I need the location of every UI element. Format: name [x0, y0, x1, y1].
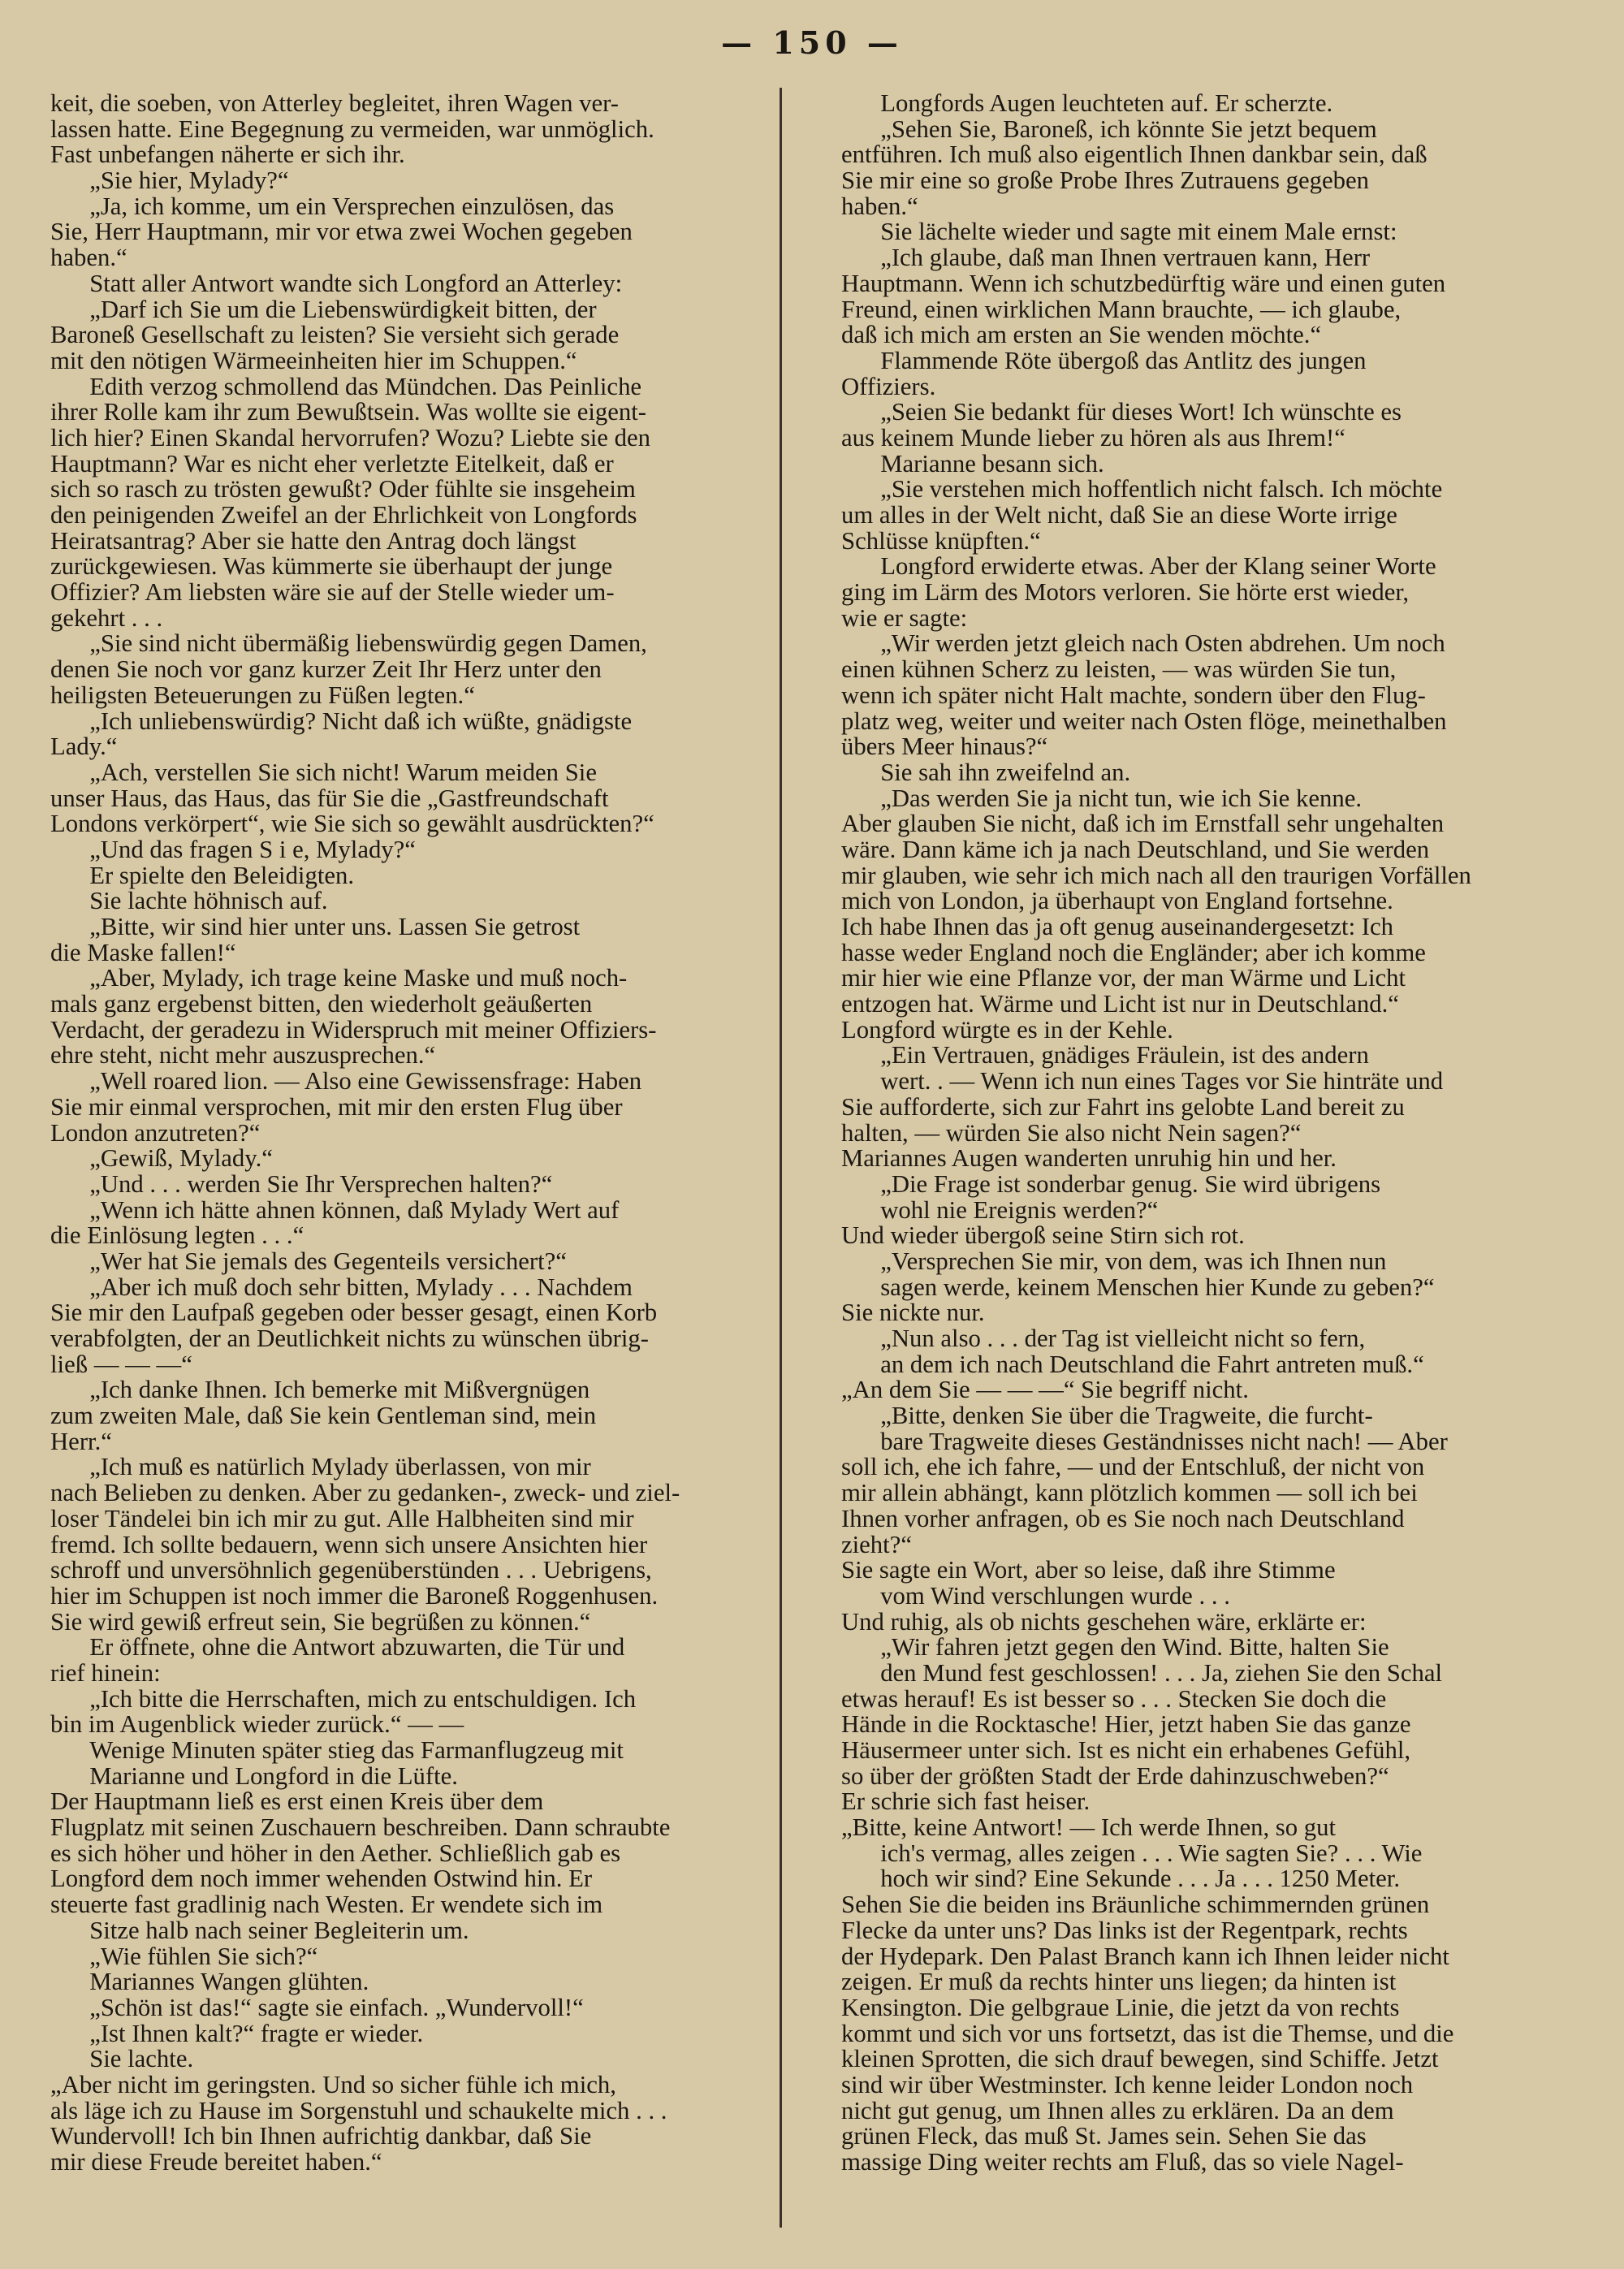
text-line: Und ruhig, als ob nichts geschehen wäre, erklärte er:: [841, 1607, 1367, 1636]
text-line: halten, — würden Sie also nicht Nein sagen?“: [841, 1118, 1302, 1147]
text-line: Sie mir den Laufpaß gegeben oder besser gesagt, einen Korb: [50, 1299, 658, 1327]
text-line: etwas herauf! Es ist besser so . . . Stecken Sie doch die: [841, 1684, 1387, 1713]
text-line: aus keinem Munde lieber zu hören als aus Ihrem!“: [841, 423, 1345, 452]
text-line: verabfolgten, der an Deutlichkeit nichts zu wünschen übrig-: [50, 1325, 649, 1352]
text-line: Er öffnete, ohne die Antwort abzuwarten, die Tür und: [89, 1633, 625, 1662]
text-line: mir hier wie eine Pflanze vor, der man Wärme und Licht: [841, 964, 1406, 992]
text-line: „Bitte, wir sind hier unter uns. Lassen Sie getrost: [89, 913, 581, 940]
text-line: kommt und sich vor uns fortsetzt, das ist die Themse, und die: [841, 2019, 1454, 2047]
text-line: nach Belieben zu denken. Aber zu gedanken-, zweck- und ziel-: [50, 1479, 680, 1507]
text-line: Flammende Röte übergoß das Antlitz des jungen: [880, 346, 1367, 374]
text-line: loser Tändelei bin ich mir zu gut. Alle Halbheiten sind mir: [50, 1504, 634, 1532]
text-line: Wenige Minuten später stieg das Farmanflugzeug mit: [89, 1736, 624, 1764]
text-line: unser Haus, das Haus, das für Sie die „Gastfreundschaft: [50, 784, 609, 812]
text-line: „Nun also . . . der Tag ist vielleicht nicht so fern,: [880, 1325, 1366, 1352]
text-line: Longfords Augen leuchteten auf. Er scherzte.: [880, 89, 1333, 117]
text-line: übers Meer hinaus?“: [841, 733, 1048, 761]
text-line: ihrer Rolle kam ihr zum Bewußtsein. Was wollte sie eigent-: [50, 398, 646, 426]
text-line: Hände in die Rocktasche! Hier, jetzt haben Sie das ganze: [841, 1710, 1411, 1739]
text-line: Verdacht, der geradezu in Widerspruch mit meiner Offiziers-: [50, 1015, 657, 1044]
text-line: Sie, Herr Hauptmann, mir vor etwa zwei Wochen gegeben: [50, 218, 633, 246]
text-line: Flecke da unter uns? Das links ist der Regentpark, rechts: [841, 1916, 1408, 1944]
text-line: bin im Augenblick wieder zurück.“ — —: [50, 1710, 464, 1739]
left-column: [50, 91, 767, 2176]
text-line: „Gewiß, Mylady.“: [89, 1144, 273, 1173]
text-line: Londons verkörpert“, wie Sie sich so gewählt ausdrückten?“: [50, 810, 654, 838]
text-line: „Die Frage ist sonderbar genug. Sie wird übrigens: [880, 1169, 1381, 1198]
text-line: Sie sah ihn zweifelnd an.: [880, 758, 1131, 786]
text-line: die Maske fallen!“: [50, 938, 236, 966]
text-line: steuerte fast gradlinig nach Westen. Er wendete sich im: [50, 1891, 603, 1919]
text-line: mit den nötigen Wärmeeinheiten hier im Schuppen.“: [50, 346, 577, 374]
text-line: Schlüsse knüpften.“: [841, 526, 1041, 555]
right-column: [841, 91, 1557, 2176]
text-line: kleinen Sprotten, die sich drauf bewegen, sind Schiffe. Jetzt: [841, 2045, 1439, 2073]
text-line: entzogen hat. Wärme und Licht ist nur in Deutschland.“: [841, 990, 1399, 1018]
text-line: es sich höher und höher in den Aether. Schließlich gab es: [50, 1839, 621, 1867]
text-line: Sie mir eine so große Probe Ihres Zutrauens gegeben: [841, 166, 1369, 195]
text-line: „Das werden Sie ja nicht tun, wie ich Sie kenne.: [880, 784, 1363, 812]
text-line: Statt aller Antwort wandte sich Longford an Atterley:: [89, 269, 623, 297]
text-line: die Einlösung legten . . .“: [50, 1221, 304, 1250]
text-line: Ihnen vorher anfragen, ob es Sie noch nach Deutschland: [841, 1504, 1405, 1532]
text-line: lassen hatte. Eine Begegnung zu vermeiden, war unmöglich.: [50, 115, 654, 143]
text-line: ich's vermag, alles zeigen . . . Wie sagten Sie? . . . Wie: [880, 1839, 1423, 1867]
text-line: sich so rasch zu trösten gewußt? Oder fühlte sie insgeheim: [50, 475, 636, 504]
text-line: „Sie sind nicht übermäßig liebenswürdig gegen Damen,: [89, 629, 647, 658]
text-line: „Seien Sie bedankt für dieses Wort! Ich wünschte es: [880, 398, 1402, 426]
text-line: entführen. Ich muß also eigentlich Ihnen dankbar sein, daß: [841, 140, 1427, 169]
text-line: „Ich unliebenswürdig? Nicht daß ich wüßte, gnädigste: [89, 707, 633, 735]
text-line: fremd. Ich sollte bedauern, wenn sich unsere Ansichten hier: [50, 1530, 648, 1558]
text-line: bare Tragweite dieses Geständnisses nicht nach! — Aber: [880, 1427, 1448, 1455]
text-line: Der Hauptmann ließ es erst einen Kreis über dem: [50, 1787, 544, 1816]
text-line: „Wer hat Sie jemals des Gegenteils versichert?“: [89, 1247, 567, 1275]
text-line: sind wir über Westminster. Ich kenne leider London noch: [841, 2070, 1414, 2098]
text-line: Flugplatz mit seinen Zuschauern beschreiben. Dann schraubte: [50, 1813, 671, 1842]
text-line: Und wieder übergoß seine Stirn sich rot.: [841, 1221, 1245, 1250]
text-line: Sie aufforderte, sich zur Fahrt ins gelobte Land bereit zu: [841, 1092, 1405, 1121]
text-line: Sie lachte.: [89, 2045, 194, 2073]
text-line: Sehen Sie die beiden ins Bräunliche schimmernden grünen: [841, 1891, 1430, 1919]
text-line: „Wir werden jetzt gleich nach Osten abdrehen. Um noch: [880, 629, 1445, 658]
text-line: Sie lächelte wieder und sagte mit einem Male ernst:: [880, 218, 1397, 246]
text-line: zurückgewiesen. Was kümmerte sie überhaupt der junge: [50, 552, 613, 581]
text-line: „Aber ich muß doch sehr bitten, Mylady . . . Nachdem: [89, 1273, 633, 1301]
text-line: „Bitte, keine Antwort! — Ich werde Ihnen, so gut: [841, 1813, 1337, 1842]
text-line: als läge ich zu Hause im Sorgenstuhl und schaukelte mich . . .: [50, 2096, 667, 2124]
text-line: ließ — — —“: [50, 1350, 192, 1378]
text-line: Longford dem noch immer wehenden Ostwind hin. Er: [50, 1865, 593, 1893]
text-line: Ich habe Ihnen das ja oft genug auseinandergesetzt: Ich: [841, 913, 1394, 940]
text-line: „An dem Sie — — —“ Sie begriff nicht.: [841, 1376, 1249, 1404]
text-line: grünen Fleck, das muß St. James sein. Sehen Sie das: [841, 2122, 1367, 2150]
text-line: Aber glauben Sie nicht, daß ich im Ernstfall sehr ungehalten: [841, 810, 1445, 838]
text-line: schroff und unversöhnlich gegenüberstünden . . . Uebrigens,: [50, 1556, 652, 1584]
text-line: London anzutreten?“: [50, 1118, 261, 1147]
text-line: wohl nie Ereignis werden?“: [880, 1195, 1159, 1224]
text-line: keit, die soeben, von Atterley begleitet, ihren Wagen ver-: [50, 89, 620, 117]
text-line: Er spielte den Beleidigten.: [89, 861, 355, 889]
text-line: Heiratsantrag? Aber sie hatte den Antrag doch längst: [50, 526, 577, 555]
text-line: „Schön ist das!“ sagte sie einfach. „Wundervoll!“: [89, 1993, 584, 2021]
text-line: lich hier? Einen Skandal hervorrufen? Wozu? Liebte sie den: [50, 423, 650, 452]
text-line: mir allein abhängt, kann plötzlich kommen — soll ich bei: [841, 1479, 1418, 1507]
text-line: Sie mir einmal versprochen, mit mir den ersten Flug über: [50, 1092, 623, 1121]
text-line: sagen werde, keinem Menschen hier Kunde zu geben?“: [880, 1273, 1435, 1301]
text-line: an dem ich nach Deutschland die Fahrt antreten muß.“: [880, 1350, 1424, 1378]
text-line: Edith verzog schmollend das Mündchen. Das Peinliche: [89, 372, 642, 400]
text-line: mir diese Freude bereitet haben.“: [50, 2148, 382, 2176]
text-line: „Sie verstehen mich hoffentlich nicht falsch. Ich möchte: [880, 475, 1443, 504]
text-line: einen kühnen Scherz zu leisten, — was würden Sie tun,: [841, 655, 1397, 684]
text-line: mich von London, ja überhaupt von England fortsehne.: [841, 887, 1393, 915]
text-line: Sitze halb nach seiner Begleiterin um.: [89, 1916, 469, 1944]
text-line: so über der größten Stadt der Erde dahinzuschweben?“: [841, 1761, 1389, 1790]
text-line: „Sehen Sie, Baroneß, ich könnte Sie jetzt bequem: [880, 115, 1377, 143]
text-line: platz weg, weiter und weiter nach Osten flöge, meinethalben: [841, 707, 1447, 735]
text-line: Longford erwiderte etwas. Aber der Klang seiner Worte: [880, 552, 1436, 581]
text-line: hier im Schuppen ist noch immer die Baroneß Roggenhusen.: [50, 1581, 659, 1610]
text-line: „Versprechen Sie mir, von dem, was ich Ihnen nun: [880, 1247, 1387, 1275]
text-line: haben.“: [841, 192, 918, 220]
text-line: soll ich, ehe ich fahre, — und der Entschluß, der nicht von: [841, 1453, 1425, 1481]
text-line: hasse weder England noch die Engländer; aber ich komme: [841, 938, 1426, 966]
text-line: Sie wird gewiß erfreut sein, Sie begrüßen zu können.“: [50, 1607, 591, 1636]
text-line: wäre. Dann käme ich ja nach Deutschland, und Sie werden: [841, 835, 1430, 863]
text-line: gekehrt . . .: [50, 603, 163, 632]
text-line: Freund, einen wirklichen Mann brauchte, — ich glaube,: [841, 295, 1402, 323]
text-line: „Bitte, denken Sie über die Tragweite, die furcht-: [880, 1402, 1373, 1430]
text-line: der Hydepark. Den Palast Branch kann ich Ihnen leider nicht: [841, 1942, 1449, 1970]
text-line: Fast unbefangen näherte er sich ihr.: [50, 140, 405, 169]
text-line: „Aber, Mylady, ich trage keine Maske und muß noch-: [89, 964, 628, 992]
text-line: denen Sie noch vor ganz kurzer Zeit Ihr Herz unter den: [50, 655, 602, 684]
text-line: den peinigenden Zweifel an der Ehrlichkeit von Longfords: [50, 501, 637, 529]
text-line: Herr.“: [50, 1427, 112, 1455]
text-line: zum zweiten Male, daß Sie kein Gentleman sind, mein: [50, 1402, 597, 1430]
text-line: „Darf ich Sie um die Liebenswürdigkeit bitten, der: [89, 295, 597, 323]
text-line: Longford würgte es in der Kehle.: [841, 1015, 1173, 1044]
text-line: Er schrie sich fast heiser.: [841, 1787, 1091, 1816]
text-line: „Ich bitte die Herrschaften, mich zu entschuldigen. Ich: [89, 1684, 637, 1713]
text-line: Sie lachte höhnisch auf.: [89, 887, 328, 915]
text-line: hoch wir sind? Eine Sekunde . . . Ja . . . 1250 Meter.: [880, 1865, 1401, 1893]
text-line: haben.“: [50, 244, 127, 272]
text-line: den Mund fest geschlossen! . . . Ja, ziehen Sie den Schal: [880, 1658, 1442, 1687]
text-line: Wundervoll! Ich bin Ihnen aufrichtig dankbar, daß Sie: [50, 2122, 592, 2150]
text-line: „Ach, verstellen Sie sich nicht! Warum meiden Sie: [89, 758, 597, 786]
text-line: rief hinein:: [50, 1658, 161, 1687]
text-line: „Sie hier, Mylady?“: [89, 166, 289, 195]
text-line: zeigen. Er muß da rechts hinter uns liegen; da hinten ist: [841, 1968, 1397, 1996]
text-line: Sie sagte ein Wort, aber so leise, daß ihre Stimme: [841, 1556, 1336, 1584]
text-line: Kensington. Die gelbgraue Linie, die jetzt da von rechts: [841, 1993, 1400, 2021]
text-line: „Ein Vertrauen, gnädiges Fräulein, ist des andern: [880, 1041, 1369, 1070]
column-divider: [780, 88, 782, 2228]
text-line: Sie nickte nur.: [841, 1299, 985, 1327]
text-line: „Wir fahren jetzt gegen den Wind. Bitte, halten Sie: [880, 1633, 1389, 1662]
text-line: „Und . . . werden Sie Ihr Versprechen halten?“: [89, 1169, 553, 1198]
text-line: Baroneß Gesellschaft zu leisten? Sie versieht sich gerade: [50, 321, 620, 349]
text-line: Häusermeer unter sich. Ist es nicht ein erhabenes Gefühl,: [841, 1736, 1411, 1764]
text-line: „Aber nicht im geringsten. Und so sicher fühle ich mich,: [50, 2070, 616, 2098]
text-line: zieht?“: [841, 1530, 912, 1558]
text-line: vom Wind verschlungen wurde . . .: [880, 1581, 1230, 1610]
text-line: Hauptmann. Wenn ich schutzbedürftig wäre und einen guten: [841, 269, 1446, 297]
text-line: Hauptmann? War es nicht eher verletzte Eitelkeit, daß er: [50, 449, 614, 478]
text-line: nicht gut genug, um Ihnen alles zu erklären. Da an dem: [841, 2096, 1394, 2124]
text-line: Mariannes Augen wanderten unruhig hin und her.: [841, 1144, 1337, 1173]
text-line: „Und das fragen S i e, Mylady?“: [89, 835, 416, 863]
text-line: Marianne und Longford in die Lüfte.: [89, 1761, 458, 1790]
text-line: Offizier? Am liebsten wäre sie auf der Stelle wieder um-: [50, 578, 615, 607]
text-line: ging im Lärm des Motors verloren. Sie hörte erst wieder,: [841, 578, 1410, 607]
text-line: mir glauben, wie sehr ich mich nach all den traurigen Vorfällen: [841, 861, 1471, 889]
text-line: um alles in der Welt nicht, daß Sie an diese Worte irrige: [841, 501, 1397, 529]
text-line: wie er sagte:: [841, 603, 968, 632]
text-line: massige Ding weiter rechts am Fluß, das so viele Nagel-: [841, 2148, 1404, 2176]
text-line: „Wenn ich hätte ahnen können, daß Mylady Wert auf: [89, 1195, 620, 1224]
text-line: „Ja, ich komme, um ein Versprechen einzulösen, das: [89, 192, 615, 220]
text-line: Marianne besann sich.: [880, 449, 1104, 478]
text-line: mals ganz ergebenst bitten, den wiederholt geäußerten: [50, 990, 593, 1018]
text-line: „Ich danke Ihnen. Ich bemerke mit Mißvergnügen: [89, 1376, 590, 1404]
text-line: „Wie fühlen Sie sich?“: [89, 1942, 318, 1970]
text-line: ehre steht, nicht mehr auszusprechen.“: [50, 1041, 436, 1070]
text-line: Mariannes Wangen glühten.: [89, 1968, 369, 1996]
text-line: daß ich mich am ersten an Sie wenden möchte.“: [841, 321, 1322, 349]
text-line: „Well roared lion. — Also eine Gewissensfrage: Haben: [89, 1067, 642, 1096]
page-number: — 150 —: [721, 24, 903, 61]
text-line: „Ist Ihnen kalt?“ fragte er wieder.: [89, 2019, 424, 2047]
text-line: wenn ich später nicht Halt machte, sondern über den Flug-: [841, 681, 1426, 709]
text-line: „Ich muß es natürlich Mylady überlassen, von mir: [89, 1453, 591, 1481]
text-line: Lady.“: [50, 733, 118, 761]
text-line: „Ich glaube, daß man Ihnen vertrauen kann, Herr: [880, 244, 1371, 272]
text-line: Offiziers.: [841, 372, 936, 400]
text-line: wert. . — Wenn ich nun eines Tages vor Sie hinträte und: [880, 1067, 1444, 1096]
text-line: heiligsten Beteuerungen zu Füßen legten.“: [50, 681, 475, 709]
